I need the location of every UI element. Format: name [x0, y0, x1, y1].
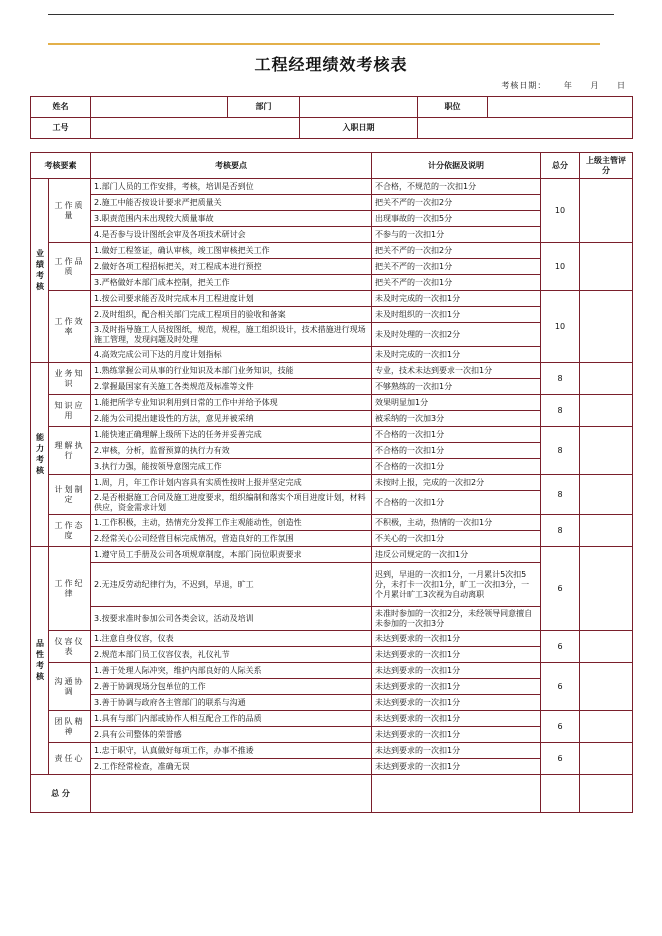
group-total-score: 8: [541, 363, 580, 395]
employee-info-table: [30, 96, 633, 139]
table-row: [31, 547, 633, 563]
header-total: 总分: [541, 153, 580, 179]
scoring-rule: 不合格，不规范的一次扣1分: [372, 179, 541, 195]
scoring-rule: 未按时上报，完成的一次扣2分: [372, 475, 541, 491]
scoring-rule: 未达到要求的一次扣1分: [372, 727, 541, 743]
scoring-rule: 违反公司规定的一次扣1分: [372, 547, 541, 563]
header-category: 考核要素: [31, 153, 91, 179]
dept-field[interactable]: [300, 97, 418, 118]
assessment-point: 1.忠于职守，认真做好每项工作，办事不推诿: [91, 743, 372, 759]
group-name: 工作质量: [49, 179, 91, 243]
date-day: 日: [617, 81, 626, 90]
table-row: [31, 427, 633, 443]
scoring-rule: 不合格的一次扣1分: [372, 427, 541, 443]
top-rule: [48, 14, 614, 15]
scoring-rule: 不合格的一次扣1分: [372, 443, 541, 459]
group-total-score: 8: [541, 395, 580, 427]
group-total-score: 6: [541, 663, 580, 711]
scoring-rule: 未达到要求的一次扣1分: [372, 647, 541, 663]
scoring-rule: 未达到要求的一次扣1分: [372, 759, 541, 775]
dept-label: 部门: [228, 97, 300, 118]
total-row: [31, 775, 633, 813]
group-total-score: 6: [541, 547, 580, 631]
superior-score-field[interactable]: [580, 475, 633, 515]
scoring-rule: 专业，技术未达到要求一次扣1分: [372, 363, 541, 379]
superior-score-field[interactable]: [580, 711, 633, 743]
assessment-point: 3.善于协调与政府各主管部门的联系与沟通: [91, 695, 372, 711]
assessment-point: 1.周，月，年工作计划内容具有实质性按时上报并坚定完成: [91, 475, 372, 491]
assessment-point: 2.及时组织，配合相关部门完成工程项目的验收和备案: [91, 307, 372, 323]
group-name: 工作效率: [49, 291, 91, 363]
superior-score-field[interactable]: [580, 663, 633, 711]
group-name: 责任心: [49, 743, 91, 775]
table-row: [31, 179, 633, 195]
group-name: 工作纪律: [49, 547, 91, 631]
scoring-rule: 把关不严的一次扣1分: [372, 275, 541, 291]
table-row: [31, 663, 633, 679]
document-title: 工程经理绩效考核表: [254, 55, 408, 74]
assessment-point: 3.严格做好本部门成本控制，把关工作: [91, 275, 372, 291]
assessment-point: 1.具有与部门内部或协作人相互配合工作的品质: [91, 711, 372, 727]
superior-score-field[interactable]: [580, 179, 633, 243]
superior-score-field[interactable]: [580, 547, 633, 631]
scoring-rule: 未及时完成的一次扣1分: [372, 291, 541, 307]
scoring-rule: 不合格的一次扣1分: [372, 459, 541, 475]
category-cat1: 业绩考核: [31, 179, 49, 363]
group-total-score: 10: [541, 291, 580, 363]
scoring-rule: 把关不严的一次扣2分: [372, 195, 541, 211]
assessment-point: 1.按公司要求能否及时完成本月工程进度计划: [91, 291, 372, 307]
assessment-point: 2.掌握最国家有关施工各类规范及标准等文件: [91, 379, 372, 395]
assessment-point: 1.能把所学专业知识利用到日常的工作中并给予体现: [91, 395, 372, 411]
scoring-rule: 不积极，主动，热情的一次扣1分: [372, 515, 541, 531]
superior-score-field[interactable]: [580, 743, 633, 775]
assessment-point: 1.遵守员工手册及公司各项规章制度，本部门岗位职责要求: [91, 547, 372, 563]
total-superior-field[interactable]: [580, 775, 633, 813]
total-label: 总 分: [31, 775, 91, 813]
assessment-point: 2.施工中能否按设计要求严把质量关: [91, 195, 372, 211]
group-total-score: 8: [541, 475, 580, 515]
group-name: 沟通协调: [49, 663, 91, 711]
group-total-score: 6: [541, 743, 580, 775]
assessment-date: [487, 80, 626, 91]
scoring-rule: 未及时处理的一次扣2分: [372, 323, 541, 347]
table-row: [31, 395, 633, 411]
assessment-point: 4.高效完成公司下达的月度计划指标: [91, 347, 372, 363]
join-date-label: 入职日期: [300, 118, 418, 139]
table-row: [31, 475, 633, 491]
assessment-point: 4.是否参与设计图纸会审及各项技术研讨会: [91, 227, 372, 243]
group-name: 计划制定: [49, 475, 91, 515]
group-total-score: 6: [541, 631, 580, 663]
date-label: 考核日期：: [501, 81, 547, 90]
assessment-point: 2.无违反劳动纪律行为，不迟到，早退，旷工: [91, 563, 372, 607]
group-name: 业务知识: [49, 363, 91, 395]
table-row: [31, 363, 633, 379]
assessment-point: 1.做好工程签证，确认审核，竣工图审核把关工作: [91, 243, 372, 259]
scoring-rule: 未达到要求的一次扣1分: [372, 679, 541, 695]
assessment-point: 2.工作经常检查，准确无误: [91, 759, 372, 775]
date-year: 年: [563, 81, 573, 90]
assessment-point: 1.能快速正确理解上级所下达的任务并妥善完成: [91, 427, 372, 443]
group-name: 理解执行: [49, 427, 91, 475]
scoring-rule: 不够熟练的一次扣1分: [372, 379, 541, 395]
assessment-point: 2.经常关心公司经营目标完成情况，营造良好的工作氛围: [91, 531, 372, 547]
assessment-point: 2.做好各项工程招标把关，对工程成本进行预控: [91, 259, 372, 275]
assessment-point: 1.熟练掌握公司从事的行业知识及本部门业务知识，技能: [91, 363, 372, 379]
name-field[interactable]: [91, 97, 228, 118]
table-row: [31, 291, 633, 307]
date-month: 月: [590, 81, 600, 90]
id-field[interactable]: [91, 118, 300, 139]
superior-score-field[interactable]: [580, 291, 633, 363]
assessment-point: 3.按要求准时参加公司各类会议，活动及培训: [91, 607, 372, 631]
table-row: [31, 711, 633, 727]
group-name: 工作态度: [49, 515, 91, 547]
header-points: 考核要点: [91, 153, 372, 179]
assessment-point: 3.职责范围内未出现较大质量事故: [91, 211, 372, 227]
id-label: 工号: [31, 118, 91, 139]
table-row: [31, 631, 633, 647]
category-cat2: 能力考核: [31, 363, 49, 547]
superior-score-field[interactable]: [580, 243, 633, 291]
assessment-point: 2.善于协调现场分包单位的工作: [91, 679, 372, 695]
total-scoring-field[interactable]: [372, 775, 541, 813]
scoring-rule: 不关心的一次扣1分: [372, 531, 541, 547]
total-points-field[interactable]: [91, 775, 372, 813]
assessment-point: 2.能为公司提出建设性的方法，意见并被采纳: [91, 411, 372, 427]
group-total-score: 10: [541, 179, 580, 243]
scoring-rule: 未准时参加的一次扣2分，未经领导同意擅自未参加的一次扣3分: [372, 607, 541, 631]
scoring-rule: 不参与的一次扣1分: [372, 227, 541, 243]
assessment-point: 1.注意自身仪容，仪表: [91, 631, 372, 647]
scoring-rule: 把关不严的一次扣2分: [372, 243, 541, 259]
scoring-rule: 不合格的一次扣1分: [372, 491, 541, 515]
position-field[interactable]: [488, 97, 633, 118]
group-total-score: 10: [541, 243, 580, 291]
position-label: 职位: [418, 97, 488, 118]
scoring-rule: 未达到要求的一次扣1分: [372, 631, 541, 647]
scoring-rule: 未及时完成的一次扣1分: [372, 347, 541, 363]
group-name: 知识应用: [49, 395, 91, 427]
assessment-point: 3.执行力强，能按领导意图完成工作: [91, 459, 372, 475]
group-name: 团队精神: [49, 711, 91, 743]
assessment-point: 3.及时指导施工人员按图纸，规范，规程，施工组织设计，技术措施进行现场施工管理，发现问题及时处理: [91, 323, 372, 347]
assessment-point: 1.工作积极，主动，热情充分发挥工作主观能动性，创造性: [91, 515, 372, 531]
assessment-point: 2.规范本部门员工仪容仪表，礼仪礼节: [91, 647, 372, 663]
assessment-point: 2.具有公司整体的荣誉感: [91, 727, 372, 743]
group-total-score: 8: [541, 427, 580, 475]
category-cat3: 品性考核: [31, 547, 49, 775]
scoring-rule: 出现事故的一次扣5分: [372, 211, 541, 227]
table-row: [31, 743, 633, 759]
join-date-field[interactable]: [418, 118, 633, 139]
header-superior-score: 上级主管评分: [580, 153, 633, 179]
superior-score-field[interactable]: [580, 395, 633, 427]
group-name: 仪容仪表: [49, 631, 91, 663]
scoring-rule: 被采纳的一次加3分: [372, 411, 541, 427]
header-gold-rule: [48, 43, 600, 45]
header-scoring: 计分依据及说明: [372, 153, 541, 179]
superior-score-field[interactable]: [580, 427, 633, 475]
total-score-field[interactable]: [541, 775, 580, 813]
scoring-rule: 未达到要求的一次扣1分: [372, 663, 541, 679]
assessment-table: [30, 152, 633, 813]
table-row: [31, 515, 633, 531]
assessment-point: 2.是否根据施工合同及施工进度要求，组织编制和落实个项目进度计划，材料供应，资金需求计划: [91, 491, 372, 515]
scoring-rule: 效果明显加1分: [372, 395, 541, 411]
table-row: [31, 243, 633, 259]
superior-score-field[interactable]: [580, 515, 633, 547]
scoring-rule: 迟到，早退的一次扣1分，一月累计5次扣5分，未打卡一次扣1分，旷工一次扣3分，一个月累计旷工3次视为自动离职: [372, 563, 541, 607]
assessment-point: 1.部门人员的工作安排，考核，培训是否到位: [91, 179, 372, 195]
name-label: 姓名: [31, 97, 91, 118]
assessment-point: 2.审核，分析，监督预算的执行力有效: [91, 443, 372, 459]
scoring-rule: 未达到要求的一次扣1分: [372, 711, 541, 727]
group-total-score: 8: [541, 515, 580, 547]
scoring-rule: 把关不严的一次扣1分: [372, 259, 541, 275]
superior-score-field[interactable]: [580, 631, 633, 663]
group-total-score: 6: [541, 711, 580, 743]
scoring-rule: 未达到要求的一次扣1分: [372, 695, 541, 711]
scoring-rule: 未达到要求的一次扣1分: [372, 743, 541, 759]
superior-score-field[interactable]: [580, 363, 633, 395]
group-name: 工作品质: [49, 243, 91, 291]
assessment-point: 1.善于处理人际冲突，维护内部良好的人际关系: [91, 663, 372, 679]
assessment-body: [31, 179, 633, 813]
scoring-rule: 未及时组织的一次扣1分: [372, 307, 541, 323]
